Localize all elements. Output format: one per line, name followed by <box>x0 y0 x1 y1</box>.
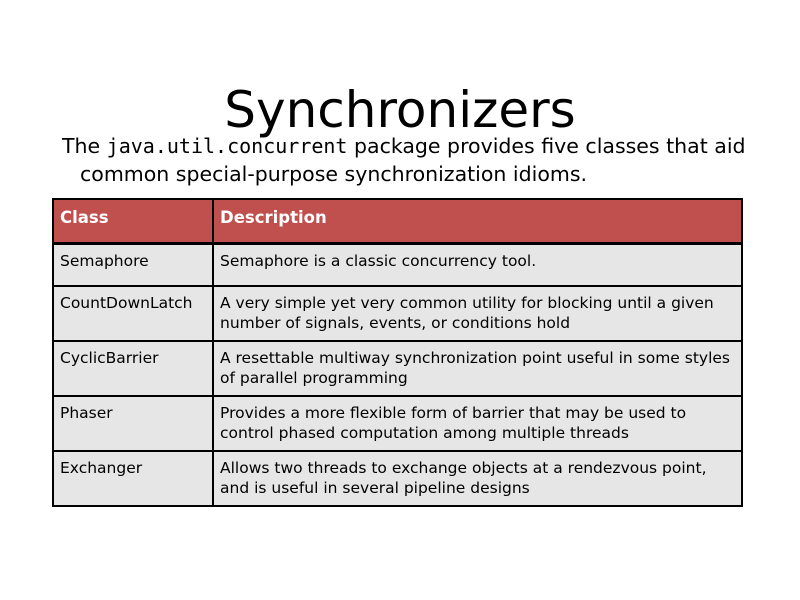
intro-text-after: package provides five classes that aid common special-purpose synchronization idioms. <box>80 134 746 186</box>
package-name-code: java.util.concurrent <box>106 134 348 158</box>
class-cell: CountDownLatch <box>53 286 213 341</box>
table-row <box>53 451 742 506</box>
description-cell: Allows two threads to exchange objects at a rendezvous point, and is useful in several pipeline designs <box>213 451 742 506</box>
table-row <box>53 243 742 286</box>
slide-title: Synchronizers <box>224 80 576 139</box>
class-cell: Phaser <box>53 396 213 451</box>
table-row <box>53 286 742 341</box>
intro-text-before: The <box>62 134 107 158</box>
description-cell: A very simple yet very common utility for blocking until a given number of signals, events, or conditions hold <box>213 286 742 341</box>
class-cell: Semaphore <box>53 243 213 286</box>
class-cell: Exchanger <box>53 451 213 506</box>
description-cell: A resettable multiway synchronization point useful in some styles of parallel programming <box>213 341 742 396</box>
column-header-class: Class <box>53 199 213 243</box>
synchronizers-table <box>52 198 743 507</box>
table-row <box>53 396 742 451</box>
intro-text <box>62 132 770 188</box>
description-cell: Semaphore is a classic concurrency tool. <box>213 243 742 286</box>
description-cell: Provides a more flexible form of barrier that may be used to control phased computation among multiple threads <box>213 396 742 451</box>
class-cell: CyclicBarrier <box>53 341 213 396</box>
column-header-description: Description <box>213 199 742 243</box>
table-header-row <box>53 199 742 243</box>
table-row <box>53 341 742 396</box>
